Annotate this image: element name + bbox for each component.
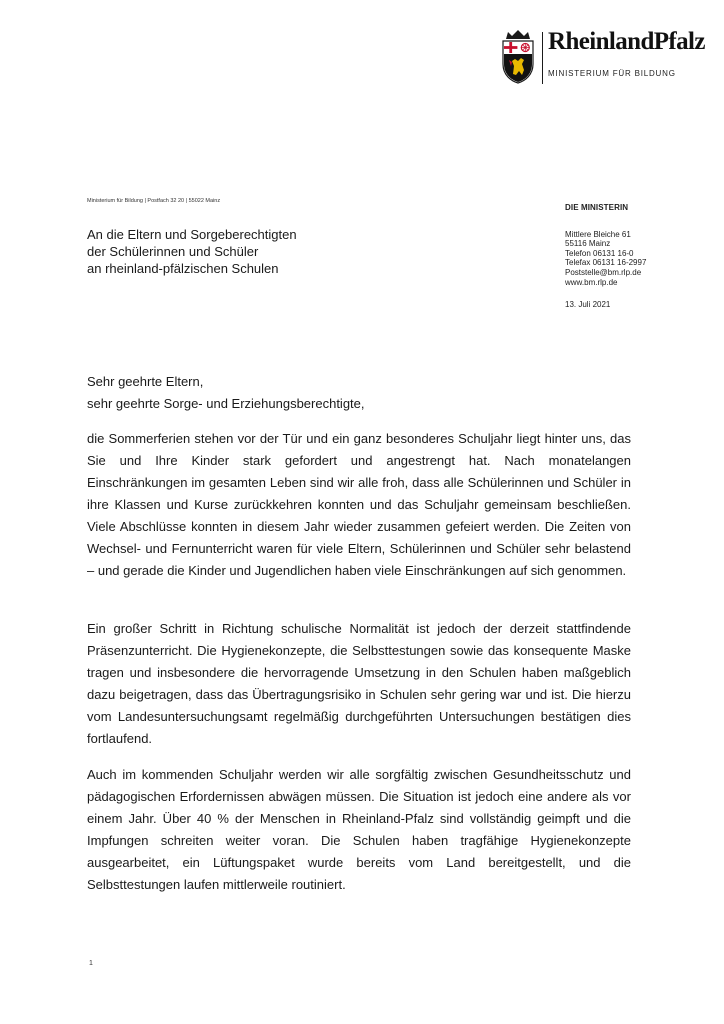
contact-fax: Telefax 06131 16-2997 — [565, 258, 647, 268]
logo-divider — [542, 32, 543, 84]
contact-phone: Telefon 06131 16-0 — [565, 248, 634, 258]
logo-subtitle: MINISTERIUM FÜR BILDUNG — [548, 69, 676, 78]
logo-wordmark: RheinlandPfalz — [548, 28, 705, 55]
sender-line: Ministerium für Bildung | Postfach 32 20 | 55022 Mainz — [87, 198, 221, 204]
body-paragraph-3: Auch im kommenden Schuljahr werden wir alle sorgfältig zwischen Gesundheitsschutz und pädagogischen Erfordernissen abwägen müssen. Die Situation ist jedoch eine andere als vor einem Jahr. Über 40 % der Menschen in Rheinland-Pfalz sind vollständig geimpft und die Impfungen schreiten weiter voran. Die Schulen haben tragfähige Hygienekonzepte ausgearbeitet, ein Lüftungspaket wurde bereits vom Land bereitgestellt, und die Selbsttestungen laufen mittlerweile routiniert. — [87, 767, 631, 892]
recipient-line: An die Eltern und Sorgeberechtigten — [87, 227, 297, 242]
recipient-line: der Schülerinnen und Schüler — [87, 244, 259, 259]
sender-info-column — [565, 203, 646, 310]
recipient-line: an rheinland-pfälzischen Schulen — [87, 261, 279, 276]
recipient-address — [87, 226, 297, 277]
contact-website: www.bm.rlp.de — [565, 277, 618, 287]
body-paragraph-2: Ein großer Schritt in Richtung schulische Normalität ist jedoch der derzeit stattfindende Präsenzunterricht. Die Hygienekonzepte, die Selbsttestungen sowie das konsequente Maske tragen und insbesondere die hervorragende Umsetzung in den Schulen haben maßgeblich dazu beigetragen, dass das Übertragungsrisiko in Schulen sehr gering war und ist. Die hierzu vom Landesuntersuchungsamt regelmäßig durchgeführten Untersuchungen bestätigen dies fortlaufend. — [87, 621, 631, 746]
coat-of-arms-icon — [500, 30, 536, 84]
contact-address-street: Mittlere Bleiche 61 — [565, 229, 631, 239]
letter-date: 13. Juli 2021 — [565, 300, 611, 310]
ministry-logo — [500, 28, 705, 92]
salutation-line: sehr geehrte Sorge- und Erziehungsberechtigte, — [87, 396, 365, 411]
contact-email: Poststelle@bm.rlp.de — [565, 267, 642, 277]
body-paragraph-1: die Sommerferien stehen vor der Tür und ein ganz besonderes Schuljahr liegt hinter uns, das Sie und Ihre Kinder stark gefordert und angestrengt hat. Nach monatelangen Einschränkungen im gesamten Leben sind wir alle froh, dass alle Schülerinnen und Schüler in ihre Klassen und Kurse zurückkehren konnten und das Schuljahr gemeinsam beschließen. Viele Abschlüsse konnten in diesem Jahr wieder zusammen gefeiert werden. Die Zeiten von Wechsel- und Fernunterricht waren für viele Eltern, Schülerinnen und Schüler sehr belastend – und gerade die Kinder und Jugendlichen haben viele Einschränkungen auf sich genommen. — [87, 431, 631, 578]
contact-block — [565, 230, 646, 288]
minister-title: DIE MINISTERIN — [565, 203, 629, 212]
page-number: 1 — [89, 960, 93, 967]
contact-address-city: 55116 Mainz — [565, 239, 611, 249]
salutation — [87, 371, 365, 415]
salutation-line: Sehr geehrte Eltern, — [87, 374, 204, 389]
